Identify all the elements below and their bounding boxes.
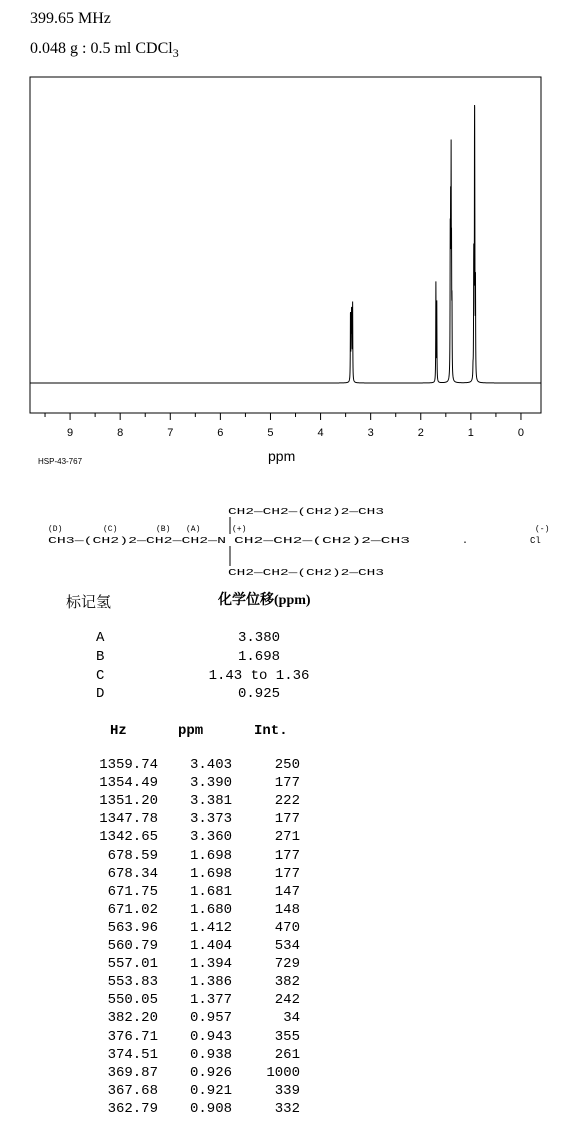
peak-hz: 1359.74 — [99, 757, 158, 773]
assignment-value: 0.925 — [237, 686, 280, 702]
assignment-label: A — [96, 630, 105, 646]
peak-ppm: 0.908 — [189, 1100, 232, 1117]
peak-hz: 560.79 — [107, 938, 158, 954]
peak-ppm: 0.957 — [189, 1010, 232, 1027]
assignment-value: 1.43 to 1.36 — [208, 668, 310, 684]
peak-ppm: 0.921 — [189, 1082, 232, 1099]
peak-hz: 369.87 — [107, 1064, 158, 1081]
assignment-value: 3.380 — [237, 630, 280, 646]
label-c: (C) — [103, 525, 118, 534]
peak-ppm: 0.926 — [189, 1064, 232, 1081]
peak-ppm: 1.698 — [189, 847, 232, 864]
peak-hz: 557.01 — [107, 956, 158, 973]
peak-hz: 671.75 — [107, 883, 158, 900]
peak-intensity: 261 — [274, 1046, 300, 1063]
peak-hz: 362.79 — [107, 1100, 158, 1117]
peak-intensity: 177 — [274, 847, 300, 864]
peak-intensity: 355 — [274, 1028, 300, 1045]
assignment-value: 1.698 — [237, 649, 280, 665]
shift-header: 化学位移(ppm) — [218, 593, 311, 608]
peak-hz: 1347.78 — [99, 811, 158, 828]
peak-ppm: 1.698 — [189, 865, 232, 882]
peak-hz: 553.83 — [107, 974, 158, 991]
peak-intensity: 1000 — [266, 1064, 300, 1081]
peak-intensity: 177 — [274, 775, 300, 792]
peak-intensity: 250 — [274, 757, 300, 773]
sample-text: 0.048 g : 0.5 ml CDCl — [30, 40, 173, 57]
peak-intensity: 34 — [283, 1010, 300, 1027]
peak-ppm: 0.943 — [189, 1028, 232, 1045]
x-tick-label: 3 — [367, 427, 374, 439]
counterion-charge: (-) — [535, 525, 550, 534]
peak-ppm: 1.412 — [189, 919, 232, 936]
peak-intensity: 222 — [274, 793, 300, 810]
counterion: Cl — [530, 536, 541, 546]
peak-ppm: 3.390 — [189, 775, 232, 792]
peak-ppm: 1.386 — [189, 974, 232, 991]
peak-ppm: 3.373 — [189, 811, 232, 828]
peak-ppm: 0.938 — [189, 1046, 232, 1063]
assignment-label: D — [96, 686, 105, 702]
spectrometer-frequency: 399.65 MHz — [30, 10, 111, 27]
x-axis-label: ppm — [268, 448, 296, 464]
label-d: (D) — [48, 525, 63, 534]
peak-ppm: 1.404 — [189, 938, 232, 954]
x-tick-label: 4 — [317, 427, 324, 439]
column-header-int: Int. — [254, 723, 288, 739]
x-tick-label: 5 — [267, 427, 274, 439]
peak-intensity: 339 — [274, 1082, 300, 1099]
peak-hz: 1342.65 — [99, 829, 158, 846]
peak-intensity: 470 — [274, 919, 300, 936]
peak-hz: 1351.20 — [99, 793, 158, 810]
peak-intensity: 177 — [274, 811, 300, 828]
peak-ppm: 1.394 — [189, 956, 232, 973]
peak-intensity: 271 — [274, 829, 300, 846]
peak-intensity: 177 — [274, 865, 300, 882]
top-chain: CH2—CH2—(CH2)2—CH3 — [228, 507, 384, 517]
left-chain: CH3—(CH2)2—CH2—CH2—N — [48, 536, 226, 546]
peak-intensity: 729 — [274, 956, 300, 973]
middle-chain: CH2—CH2—(CH2)2—CH3 — [234, 536, 410, 546]
bottom-chain: CH2—CH2—(CH2)2—CH3 — [228, 568, 384, 578]
assignment-label: C — [96, 668, 105, 684]
peak-hz: 550.05 — [107, 992, 158, 1009]
peak-ppm: 1.680 — [189, 901, 232, 918]
peak-hz: 1354.49 — [99, 775, 158, 792]
peak-intensity: 534 — [274, 938, 300, 954]
peak-ppm: 3.403 — [189, 757, 232, 773]
peak-ppm: 3.381 — [189, 793, 232, 810]
peak-intensity: 147 — [274, 883, 300, 900]
spectrum-code: HSP-43-767 — [38, 457, 83, 466]
peak-ppm: 1.377 — [189, 992, 232, 1009]
separator-dot: . — [462, 536, 469, 547]
x-tick-label: 6 — [217, 427, 224, 439]
x-tick-label: 8 — [117, 427, 124, 439]
charge-label: (+) — [232, 525, 247, 534]
peak-intensity: 148 — [274, 901, 300, 918]
peak-ppm: 1.681 — [189, 883, 232, 900]
assignment-label: B — [96, 649, 105, 665]
peak-hz: 678.59 — [107, 847, 158, 864]
x-tick-label: 1 — [467, 427, 474, 439]
peak-hz: 374.51 — [107, 1046, 158, 1063]
x-tick-label: 9 — [67, 427, 74, 439]
peak-ppm: 3.360 — [189, 829, 232, 846]
column-header-ppm: ppm — [178, 723, 204, 739]
peak-hz: 671.02 — [107, 901, 158, 918]
peak-hz: 382.20 — [107, 1010, 158, 1027]
peak-hz: 678.34 — [107, 865, 158, 882]
label-a: (A) — [186, 525, 201, 534]
x-tick-label: 7 — [167, 427, 174, 439]
x-tick-label: 0 — [517, 427, 525, 439]
peak-hz: 563.96 — [107, 919, 158, 936]
label-header: 标记氢 — [66, 595, 112, 611]
label-b: (B) — [156, 525, 171, 534]
peak-intensity: 332 — [274, 1100, 300, 1117]
sample-subscript: 3 — [172, 46, 179, 61]
column-header-hz: Hz — [110, 723, 127, 739]
x-tick-label: 2 — [417, 427, 424, 439]
peak-hz: 367.68 — [107, 1082, 158, 1099]
peak-hz: 376.71 — [107, 1028, 158, 1045]
peak-intensity: 242 — [274, 992, 300, 1009]
peak-intensity: 382 — [274, 974, 300, 991]
